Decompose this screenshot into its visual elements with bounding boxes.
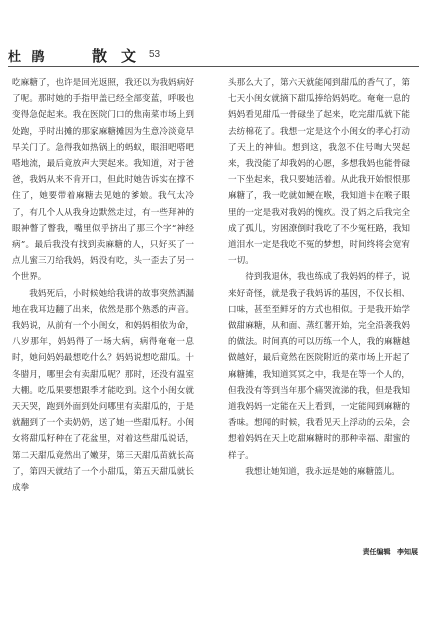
section-label: 散文 [92, 47, 151, 65]
paragraph: 吃麻糖了，也许是回光返照，我还以为我妈病好了呢。那时她的手指甲盖已经全部变蓝，呼吸也变得急促起来。我在医院门口的焦南菜市场上到处跑，乎时出摊的那家麻糖摊因为生意冷淡竟早早关门了。急得我如热锅上的蚂蚁，眼泪吧嗒吧嗒地流，最后竟放声大哭起来。我知道，对于爸爸，我妈从来不肯开口，但此时她告诉实在撑不住了，她要带着麻糖去见她的爹娘。我气太冷了，有几个人从我身边默然走过，有一些拜神的眼神瞥了瞥我，嘴里似乎挤出了那三个字“神经病”。最后我没有找到卖麻糖的人，只好买了一点儿蜜三刀给我妈，妈没有吃，头一歪去了另一个世界。 [12, 78, 194, 283]
right-column [228, 75, 410, 480]
paragraph: 我想让她知道，我永远是她的麻糖篮儿。 [245, 466, 400, 477]
paragraph: 头那么大了，第六天就能闻到甜瓜的香气了，第七天小闺女就摘下甜瓜捧给妈妈吃。奄奄一息的妈妈看见甜瓜一骨碌坐了起来，吃完甜瓜就下能去纺棉花了。我想一定是这个小闺女的孝心打动了天上的神仙。想到这，我忽不住号啕大哭起来，我没能了却我妈的心愿，多想我妈也能骨碌一下坐起来，我只要她活着。从此我开始恨恨那麻糖了，我一吃就如鲠在喉，我知道卡在喉子眼里的一定是我对我妈的愧疚。没了妈之后我完全成了孤儿，穷困潦倒时我吃了不少冤枉路，我知道泪水一定是我吃不冤的梦想，时间终将会宽宥一切。 [228, 78, 410, 267]
paragraph: 我妈死后，小时候她给我讲的故事突然洒漏地在我耳边翻了出来，依然是那个熟悉的声音。我妈说，从前有一个小闺女，和妈妈相依为命，八岁那年，妈妈得了一场大病，病得奄奄一息时，她问妈妈最想吃什么？妈妈说想吃甜瓜。十冬腊月，哪里会有卖甜瓜呢？那时，还没有温室大棚。吃瓜果要想跟季才能吃到。这个小闺女就天天哭，跑到外面到处问哪里有卖甜瓜的，于是就翻到了一个卖奶奶，送了她一些甜瓜籽。小闺女将甜瓜籽种在了花盆里，对着这些甜瓜说话，第二天甜瓜竟然出了嫩芽，第三天甜瓜苗就长高了，第四天就结了一个小甜瓜，第五天甜瓜就长成拳 [12, 288, 194, 494]
page-number: 53 [149, 49, 161, 60]
page-header [0, 44, 427, 66]
magazine-title: 杜 鹃 [8, 50, 48, 65]
left-column [12, 75, 194, 496]
editor-name: 李知展 [397, 548, 418, 556]
paragraph: 待到我退休，我也练成了我妈妈的样子，说来好奇怪，就是我子我妈诉的基因，不仅长相、口味，甚至至鲜牙的方式也相似。于是我开始学做甜麻糖，从和面、蒸红薯开始，完全沿袭我妈的做法。时间真的可以历练一个人，我的麻糖越做越好，最后竟然在医院附近的菜市场上开起了麻糖摊，我知道冥冥之中，我是在等一个人的，但我没有等到当年那个痛哭流涕的我，但是我知道我妈妈一定能在天上看到，一定能闻到麻糖的香味。想闻的时候，我看见天上浮动的云朵，会想着妈妈在天上吃甜麻糖时的那种幸福、甜蜜的样子。 [228, 272, 410, 461]
editor-role: 责任编辑 [362, 548, 391, 556]
editor-credit [300, 547, 418, 557]
header-rule [8, 66, 419, 67]
